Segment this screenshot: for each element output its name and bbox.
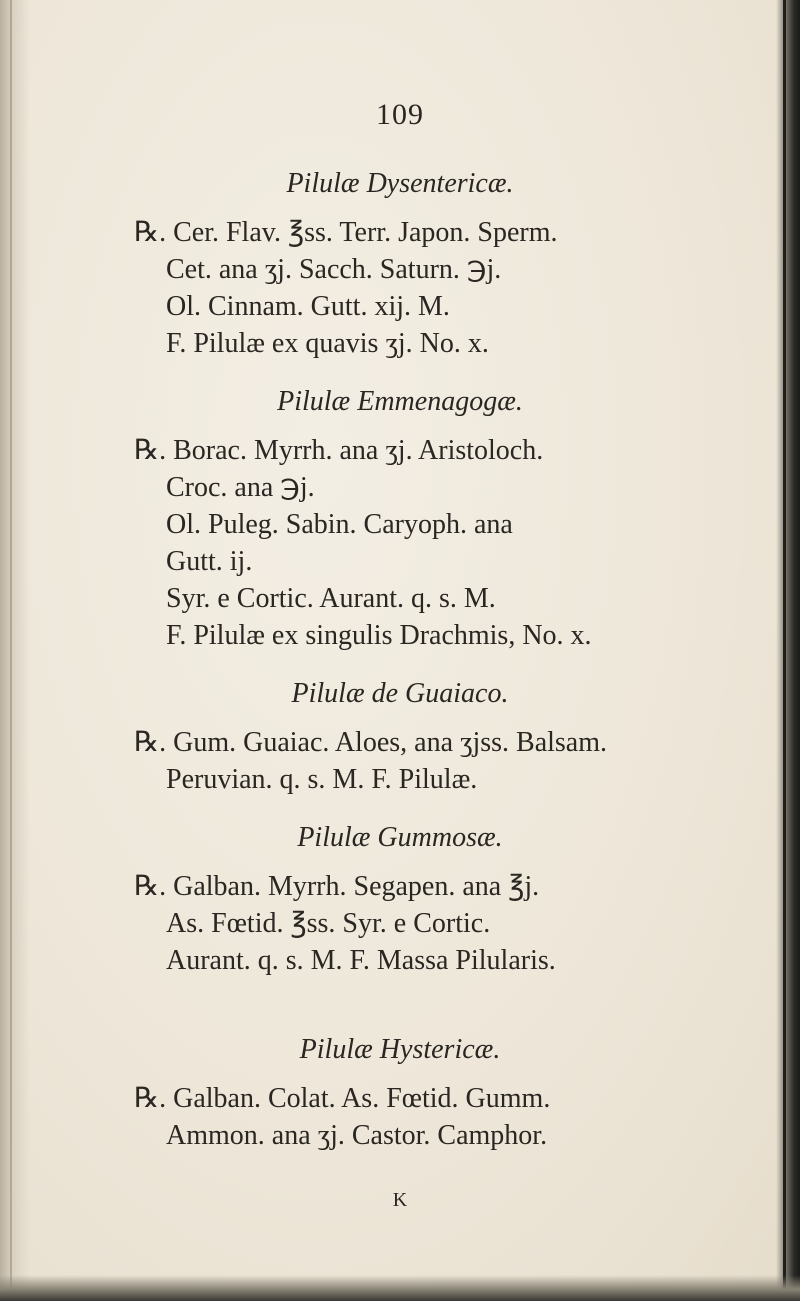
signature-mark: K: [392, 1189, 408, 1211]
recipe-line: ℞. Cer. Flav. ℥ss. Terr. Japon. Sperm.: [134, 217, 558, 248]
recipe-line: Ol. Cinnam. Gutt. xij. M.: [166, 291, 450, 322]
page-number: 109: [376, 98, 424, 131]
recipe-title-gummosae: Pilulæ Gummosæ.: [297, 822, 503, 853]
recipe-title-guaiaco: Pilulæ de Guaiaco.: [291, 678, 509, 709]
recipe-line: F. Pilulæ ex singulis Drachmis, No. x.: [166, 620, 592, 651]
recipe-line: Gutt. ij.: [166, 546, 253, 577]
recipe-line: Aurant. q. s. M. F. Massa Pilularis.: [166, 945, 556, 976]
recipe-title-dysentericae: Pilulæ Dysentericæ.: [286, 168, 514, 199]
recipe-line: Cet. ana ʒj. Sacch. Saturn. ℈j.: [166, 254, 502, 285]
recipe-title-emmenagogae: Pilulæ Emmenagogæ.: [277, 386, 523, 417]
recipe-line: As. Fœtid. ℥ss. Syr. e Cortic.: [166, 908, 491, 939]
recipe-line: ℞. Galban. Colat. As. Fœtid. Gumm.: [134, 1083, 551, 1114]
recipe-line: ℞. Galban. Myrrh. Segapen. ana ℥j.: [134, 871, 540, 902]
recipe-line: ℞. Gum. Guaiac. Aloes, ana ʒjss. Balsam.: [134, 727, 608, 758]
recipe-line: Syr. e Cortic. Aurant. q. s. M.: [166, 583, 496, 614]
recipe-line: Peruvian. q. s. M. F. Pilulæ.: [166, 764, 478, 795]
recipe-line: Croc. ana ℈j.: [166, 472, 315, 503]
recipe-title-hystericae: Pilulæ Hystericæ.: [299, 1034, 501, 1065]
recipe-line: ℞. Borac. Myrrh. ana ʒj. Aristoloch.: [134, 435, 544, 466]
page-bottom-shadow: [0, 1275, 800, 1301]
recipe-line: Ol. Puleg. Sabin. Caryoph. ana: [166, 509, 513, 540]
recipe-line: F. Pilulæ ex quavis ʒj. No. x.: [166, 328, 489, 359]
recipe-line: Ammon. ana ʒj. Castor. Camphor.: [166, 1120, 548, 1151]
